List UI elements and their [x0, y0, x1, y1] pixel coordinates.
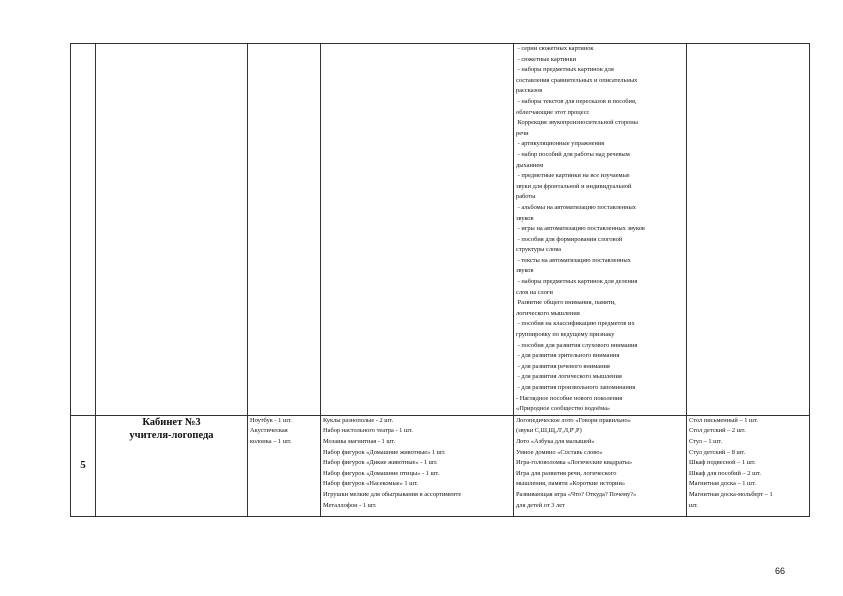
- list-line: логического мышления: [516, 309, 580, 317]
- list-line: Коррекция звукопроизносительной стороны: [516, 119, 638, 127]
- list-line: - тексты на автоматизацию поставленных: [516, 256, 631, 264]
- list-line: Ноутбук - 1 шт.: [250, 416, 292, 424]
- list-line: Игрушки мелкие для обыгрывания в ассортименте: [323, 490, 462, 498]
- cell-furniture-empty: [687, 44, 810, 416]
- list-line: - альбомы на автоматизацию поставленных: [516, 203, 636, 211]
- list-line: группировку по ведущему признаку: [516, 331, 615, 339]
- room-title-line1: Кабинет №3: [142, 416, 201, 428]
- cell-games-list: [514, 415, 687, 516]
- list-line: - Наглядное пособие нового поколения: [516, 394, 623, 402]
- list-line: Набор фигурок «Дикие животные» - 1 шт.: [323, 459, 438, 467]
- list-line: слов на слоги: [516, 288, 553, 296]
- list-line: Набор фигурок «Домашние птицы» - 1 шт.: [323, 469, 440, 477]
- list-line: - для развития речевого внимания: [516, 362, 610, 370]
- cell-furniture-list: [687, 415, 810, 516]
- row-number: 5: [71, 415, 96, 516]
- list-line: - набор пособий для работы над речевым: [516, 150, 630, 158]
- list-line: Шкаф для пособий – 2 шт.: [689, 469, 761, 477]
- list-line: Развитие общего внимания, памяти,: [516, 299, 616, 307]
- list-line: Лото «Азбука для малышей»: [516, 437, 595, 445]
- list-line: облегчающие этот процесс: [516, 108, 590, 116]
- list-line: звуков: [516, 267, 534, 275]
- list-line: - наборы текстов для пересказов и пособия,: [516, 97, 637, 105]
- list-line: «Природное сообщество водоёма»: [516, 405, 611, 413]
- list-line: - наборы предметных картинок для деления: [516, 278, 638, 286]
- list-line: Магнитная доска-мольберт – 1: [689, 490, 773, 498]
- cell-toys-empty: [321, 44, 514, 416]
- equipment-table: [70, 43, 810, 517]
- cell-room-empty: [96, 44, 248, 416]
- list-line: Куклы разнополые - 2 шт.: [323, 416, 394, 424]
- list-line: Шкаф подвесной – 1 шт.: [689, 459, 756, 467]
- list-line: составления сравнительных и описательных: [516, 76, 638, 84]
- list-line: Акустическая: [250, 427, 288, 435]
- list-line: - предметные картинки на все изучаемые: [516, 172, 630, 180]
- table-row-continuation: [71, 44, 810, 416]
- page-number: 66: [775, 566, 786, 576]
- list-line: - пособия для формирования слоговой: [516, 235, 623, 243]
- list-line: Игра-головоломка «Логические квадраты»: [516, 459, 633, 467]
- list-line: дыханием: [516, 161, 544, 169]
- list-line: - игры на автоматизацию поставленных звуков: [516, 225, 645, 233]
- list-line: мышления, памяти «Короткие истории»: [516, 480, 626, 488]
- list-line: Набор фигурок «Насекомые» 1 шт.: [323, 480, 419, 488]
- room-title-line2: учителя-логопеда: [129, 429, 214, 441]
- list-line: - пособия для развития слухового внимания: [516, 341, 638, 349]
- list-line: - для развития логического мышления: [516, 373, 622, 381]
- list-line: - серии сюжетных картинок: [516, 45, 594, 52]
- table-row-cabinet-3: [71, 415, 810, 516]
- list-line: Стул детский – 8 шт.: [689, 448, 746, 456]
- room-title-cell: [96, 415, 248, 516]
- cell-number-empty: [71, 44, 96, 416]
- list-line: колонка – 1 шт.: [250, 437, 292, 445]
- cell-materials-list: [514, 44, 687, 416]
- list-line: Набор фигурок «Домашние животные» 1 шт.: [323, 448, 446, 456]
- list-line: Логопедическое лото «Говори правильно»: [516, 416, 631, 424]
- list-line: Магнитная доска – 1 шт.: [689, 480, 756, 488]
- list-line: - артикуляционные упражнения: [516, 140, 605, 148]
- list-line: - для развития произвольного запоминания: [516, 384, 636, 391]
- list-line: Мозаика магнитная - 1 шт.: [323, 437, 396, 445]
- list-line: шт.: [689, 501, 698, 509]
- list-line: Металлофон - 1 шт.: [323, 501, 377, 509]
- cell-tech-list: [248, 415, 321, 516]
- list-line: звуков: [516, 214, 534, 222]
- list-line: - пособия на классификацию предметов их: [516, 320, 635, 328]
- list-line: Игра для развития речи, логического: [516, 469, 617, 477]
- list-line: структуры слова: [516, 246, 562, 254]
- list-line: - наборы предметных картинок для: [516, 66, 614, 74]
- list-line: - для развития зрительного внимания: [516, 352, 620, 360]
- list-line: работы: [516, 193, 536, 201]
- list-line: для детей от 3 лет: [516, 501, 565, 509]
- list-line: рассказов: [516, 87, 543, 95]
- list-line: Развивающая игра «Что? Откуда? Почему?»: [516, 490, 637, 498]
- list-line: Умное домино «Составь слово»: [516, 448, 603, 456]
- list-line: Стол письменный – 1 шт.: [689, 416, 758, 424]
- list-line: Набор настольного театра - 1 шт.: [323, 427, 413, 435]
- list-line: - сюжетные картинки: [516, 55, 576, 63]
- list-line: Стул – 1 шт.: [689, 437, 723, 445]
- list-line: (звуки С,Ш,Щ,Л',Л,Р',Р): [516, 427, 582, 435]
- list-line: Стол детский – 2 шт.: [689, 427, 746, 435]
- list-line: звуки для фронтальной и индивидуальной: [516, 182, 632, 190]
- cell-tech-empty: [248, 44, 321, 416]
- cell-toys-list: [321, 415, 514, 516]
- list-line: речи: [516, 129, 529, 137]
